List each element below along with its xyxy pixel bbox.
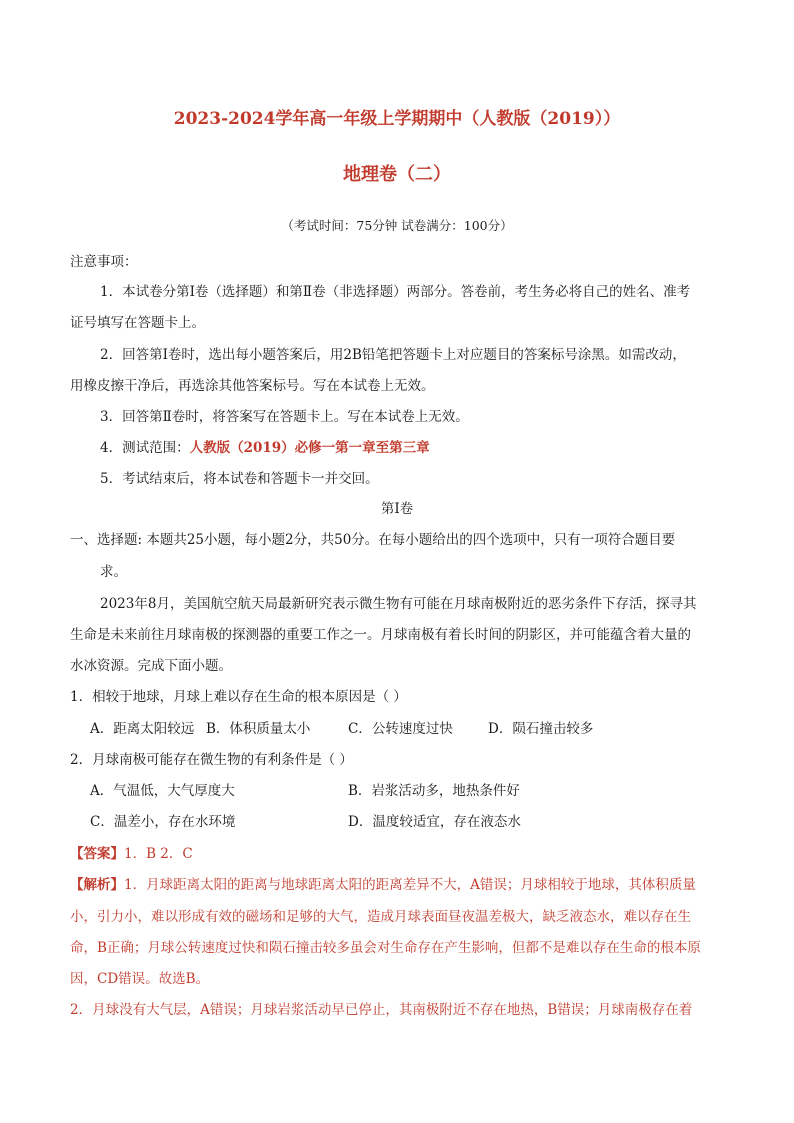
- question-1-option-b: B．体积质量太小: [206, 721, 311, 737]
- note-item-2-cont: 用橡皮擦干净后，再选涂其他答案标号。写在本试卷上无效。: [70, 378, 435, 394]
- answer-label: 【答案】: [70, 846, 124, 862]
- analysis-text: 1．月球距离太阳的距离与地球距离太阳的距离差异不大，A错误；月球相较于地球，其体积质量: [124, 877, 696, 893]
- question-1-option-a: A．距离太阳较远: [90, 721, 195, 737]
- note-item-2: 2．回答第Ⅰ卷时，选出每小题答案后，用2B铅笔把答题卡上对应题目的答案标号涂黑。如需改动，: [100, 347, 686, 363]
- analysis-line: 命，B正确；月球公转速度过快和陨石撞击较多虽会对生命存在产生影响，但都不是难以存在生命的根本原: [70, 940, 701, 956]
- question-2-stem: 2．月球南极可能存在微生物的有利条件是（ ）: [70, 752, 353, 768]
- section-heading: 一、选择题: 本题共25小题，每小题2分，共50分。在每小题给出的四个选项中，只有一项符合题目要: [70, 532, 676, 548]
- analysis-line: [70, 873, 696, 893]
- analysis-line: 因，CD错误。故选B。: [70, 971, 210, 987]
- passage-line: 水冰资源。完成下面小题。: [70, 658, 232, 674]
- question-2-option-b: B．岩浆活动多，地热条件好: [348, 783, 520, 799]
- volume-label: 第Ⅰ卷: [380, 501, 414, 517]
- exam-title: 2023-2024学年高一年级上学期期中（人教版（2019））: [173, 109, 621, 129]
- analysis-line: 小，引力小，难以形成有效的磁场和足够的大气，造成月球表面昼夜温差极大，缺乏液态水，难以存在生: [70, 909, 691, 925]
- note-item-1: 1．本试卷分第Ⅰ卷（选择题）和第Ⅱ卷（非选择题）两部分。答卷前，考生务必将自己的姓名、准考: [100, 284, 691, 300]
- question-1-option-c: C．公转速度过快: [348, 721, 453, 737]
- passage-line: 2023年8月，美国航空航天局最新研究表示微生物有可能在月球南极附近的恶劣条件下存活，探寻其: [100, 596, 697, 612]
- question-1-stem: 1．相较于地球，月球上难以存在生命的根本原因是（ ）: [70, 689, 407, 705]
- note-item-1-cont: 证号填写在答题卡上。: [70, 315, 205, 331]
- exam-subtitle: 地理卷（二）: [343, 164, 451, 185]
- question-2-option-c: C．温差小，存在水环境: [90, 814, 236, 830]
- test-scope: 人教版（2019）必修一第一章至第三章: [189, 440, 430, 456]
- note-item-3: 3．回答第Ⅱ卷时，将答案写在答题卡上。写在本试卷上无效。: [100, 409, 469, 425]
- analysis-label: 【解析】: [70, 877, 124, 893]
- answer-line: [70, 842, 193, 862]
- note-item-4: [100, 436, 430, 456]
- analysis-line: 2．月球没有大气层，A错误；月球岩浆活动早已停止，其南极附近不存在地热，B错误；月球南极存在着: [70, 1002, 693, 1018]
- notes-heading: 注意事项：: [70, 254, 138, 270]
- question-1-option-d: D．陨石撞击较多: [488, 721, 594, 737]
- note-item-5: 5．考试结束后，将本试卷和答题卡一并交回。: [100, 471, 379, 487]
- answer-text: 1．B 2．C: [124, 846, 193, 862]
- section-heading-cont: 求。: [100, 564, 127, 580]
- note-item-4-prefix: 4．测试范围：: [100, 440, 190, 456]
- question-2-option-d: D．温度较适宜，存在液态水: [348, 814, 521, 830]
- passage-line: 生命是未来前往月球南极的探测器的重要工作之一。月球南极有着长时间的阴影区，并可能蕴含着大量的: [70, 627, 691, 643]
- exam-info: （考试时间：75分钟 试卷满分：100分）: [281, 218, 513, 233]
- question-2-option-a: A．气温低，大气厚度大: [90, 783, 235, 799]
